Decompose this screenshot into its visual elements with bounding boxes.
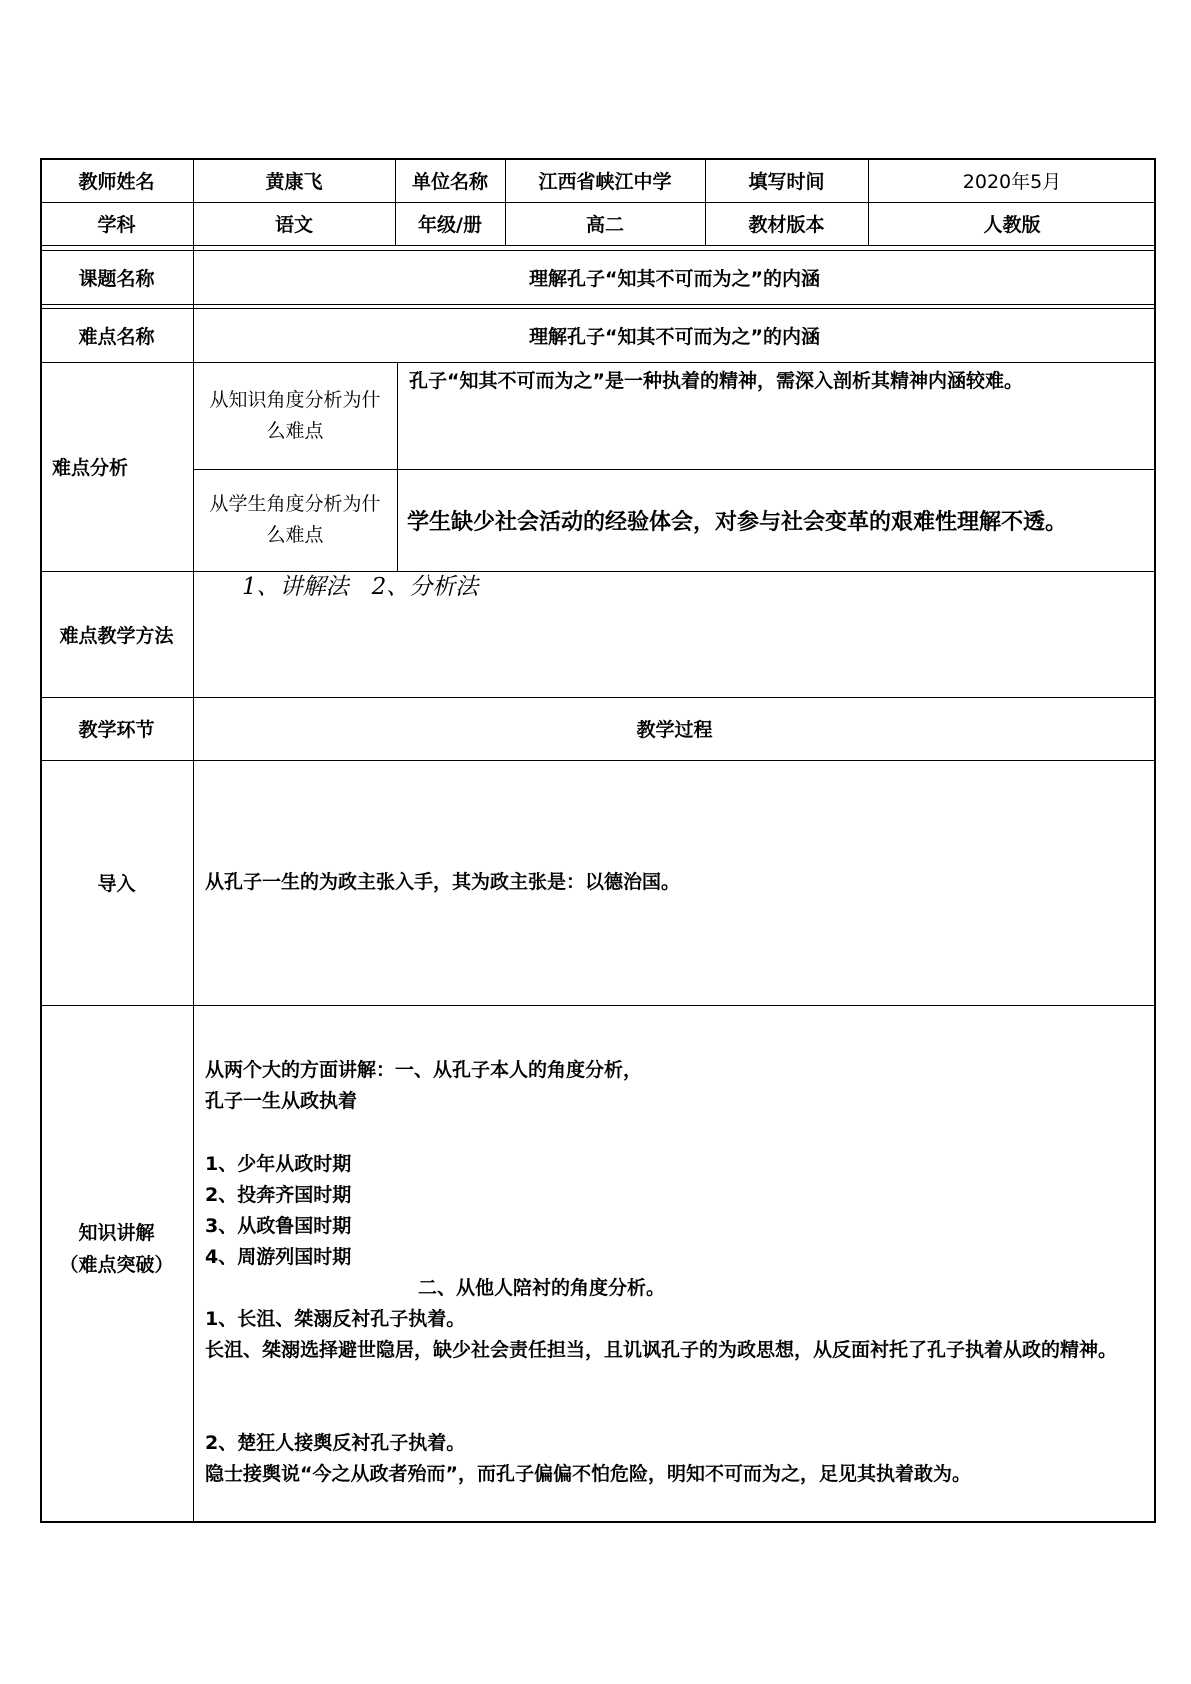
- student-angle-label: 从学生角度分析为什么难点: [209, 493, 381, 546]
- knowledge-line: 长沮、桀溺选择避世隐居，缺少社会责任担当，且讥讽孔子的为政思想，从反面衬托了孔子执着从政的精神。: [205, 1339, 1118, 1361]
- row-divider: [40, 1005, 1156, 1006]
- analysis-label: 难点分析: [52, 457, 129, 479]
- unit-name-label: 单位名称: [411, 170, 488, 193]
- date-value: 2020年5月: [962, 170, 1062, 193]
- process-header: 教学过程: [636, 719, 713, 741]
- knowledge-label-line1: 知识讲解: [78, 1222, 155, 1244]
- col-divider: [397, 362, 398, 571]
- knowledge-line: 2、楚狂人接舆反衬孔子执着。: [205, 1432, 466, 1454]
- method-label: 难点教学方法: [59, 624, 174, 647]
- row-divider: [40, 571, 1156, 572]
- method-value: 1、讲解法 2、分析法: [242, 574, 479, 600]
- difficulty-label: 难点名称: [78, 325, 155, 348]
- row-divider: [40, 760, 1156, 761]
- knowledge-line: 隐士接舆说“今之从政者殆而”，而孔子偏偏不怕危险，明知不可而为之，足见其执着敢为。: [205, 1463, 971, 1485]
- grade-value: 高二: [585, 214, 624, 236]
- row-divider: [40, 304, 1156, 305]
- knowledge-angle-text: 孔子“知其不可而为之”是一种执着的精神，需深入剖析其精神内涵较难。: [409, 370, 1023, 392]
- knowledge-label: [40, 1005, 193, 1523]
- teacher-name-value: 黄康飞: [265, 170, 323, 193]
- topic-value: 理解孔子“知其不可而为之”的内涵: [529, 267, 820, 290]
- knowledge-line: 3、从政鲁国时期: [205, 1215, 352, 1237]
- student-angle-text: 学生缺少社会活动的经验体会，对参与社会变革的艰难性理解不透。: [407, 509, 1068, 535]
- row-divider: [40, 245, 1156, 246]
- unit-name-value: 江西省峡江中学: [538, 170, 672, 193]
- knowledge-angle-label: 从知识角度分析为什么难点: [209, 388, 381, 442]
- intro-label: 导入: [97, 873, 136, 895]
- stage-header: 教学环节: [78, 719, 155, 741]
- knowledge-label-line2: （难点突破）: [59, 1254, 174, 1276]
- knowledge-line: 1、少年从政时期: [205, 1153, 352, 1175]
- intro-text: 从孔子一生的为政主张入手，其为政主张是：以德治国。: [205, 871, 681, 893]
- date-label: 填写时间: [748, 170, 825, 193]
- knowledge-line: 孔子一生从政执着: [205, 1090, 358, 1112]
- knowledge-line: 1、长沮、桀溺反衬孔子执着。: [205, 1308, 466, 1330]
- edition-label: 教材版本: [748, 214, 825, 236]
- col-divider: [193, 158, 194, 1523]
- knowledge-line: 从两个大的方面讲解：一、从孔子本人的角度分析，: [205, 1059, 643, 1081]
- knowledge-line: 4、周游列国时期: [205, 1246, 352, 1268]
- difficulty-value: 理解孔子“知其不可而为之”的内涵: [529, 325, 820, 348]
- subject-value: 语文: [274, 214, 313, 236]
- topic-label: 课题名称: [78, 267, 155, 290]
- knowledge-line: 2、投奔齐国时期: [205, 1184, 352, 1206]
- subject-label: 学科: [97, 214, 136, 236]
- edition-value: 人教版: [983, 214, 1041, 236]
- knowledge-line: 二、从他人陪衬的角度分析。: [418, 1277, 666, 1299]
- teacher-name-label: 教师姓名: [78, 170, 155, 193]
- grade-label: 年级/册: [418, 214, 482, 236]
